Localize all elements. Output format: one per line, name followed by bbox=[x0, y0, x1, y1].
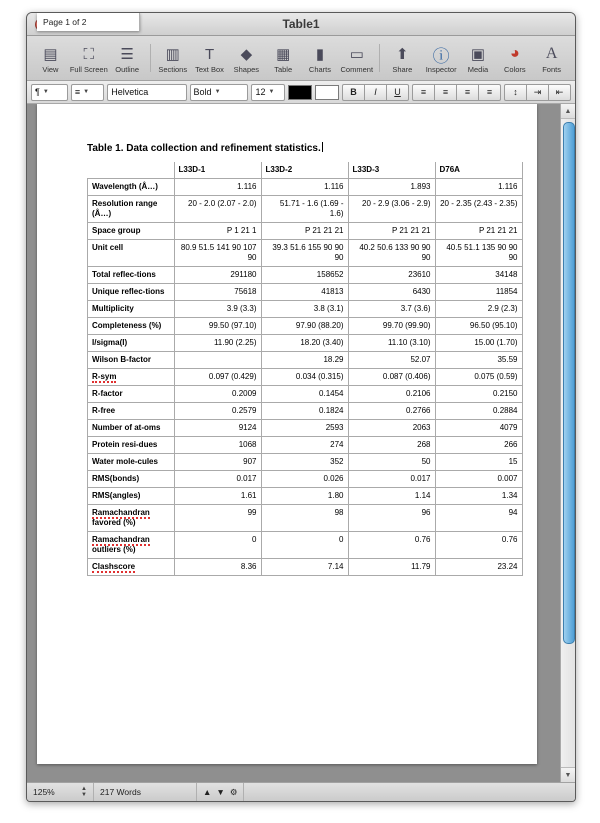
table-cell: 4079 bbox=[435, 420, 522, 437]
table-cell: 18.29 bbox=[261, 352, 348, 369]
table-row[interactable] bbox=[88, 386, 523, 403]
toolbar-button-colors[interactable] bbox=[497, 42, 532, 74]
toolbar-button-charts[interactable] bbox=[303, 42, 338, 74]
table-cell: 97.90 (88.20) bbox=[261, 318, 348, 335]
table-cell: 23.24 bbox=[435, 559, 522, 576]
toolbar-button-comment[interactable] bbox=[339, 42, 374, 74]
toolbar-separator bbox=[150, 44, 151, 72]
table-cell: 15.00 (1.70) bbox=[435, 335, 522, 352]
table-cell: 20 - 2.0 (2.07 - 2.0) bbox=[174, 196, 261, 223]
table-cell: 50 bbox=[348, 454, 435, 471]
table-header-cell: D76A bbox=[435, 162, 522, 179]
bold-button[interactable]: B bbox=[342, 84, 365, 101]
table-row-label: Ramachandran favored (%) bbox=[88, 505, 175, 532]
table-cell: 0.2884 bbox=[435, 403, 522, 420]
table-cell: 1.116 bbox=[261, 179, 348, 196]
table-row[interactable] bbox=[88, 369, 523, 386]
table-cell: 352 bbox=[261, 454, 348, 471]
table-row[interactable] bbox=[88, 223, 523, 240]
chevron-down-icon: ▼ bbox=[214, 89, 221, 95]
align-justify-button[interactable]: ≡ bbox=[479, 84, 501, 101]
page-indicator bbox=[37, 13, 140, 31]
table-cell: 3.9 (3.3) bbox=[174, 301, 261, 318]
word-count bbox=[94, 783, 197, 801]
inspector-icon: ⓘ bbox=[432, 46, 450, 66]
table-cell: 75618 bbox=[174, 284, 261, 301]
zoom-control[interactable] bbox=[27, 783, 94, 801]
comment-icon: ▭ bbox=[349, 46, 364, 63]
toolbar-button-shapes[interactable] bbox=[229, 42, 264, 74]
table-cell: 0 bbox=[261, 532, 348, 559]
page-scroll-region[interactable] bbox=[27, 104, 560, 782]
page-settings-icon[interactable]: ⚙ bbox=[229, 786, 238, 797]
table-row-label: R-free bbox=[88, 403, 175, 420]
align-center-button[interactable]: ≡ bbox=[435, 84, 457, 101]
table-row[interactable] bbox=[88, 335, 523, 352]
toolbar-label: Inspector bbox=[425, 65, 457, 74]
table-cell: 1.34 bbox=[435, 488, 522, 505]
toolbar-button-media[interactable] bbox=[461, 42, 496, 74]
table-row[interactable] bbox=[88, 284, 523, 301]
table-row-label: Ramachandran outliers (%) bbox=[88, 532, 175, 559]
toolbar-label: Media bbox=[467, 65, 489, 74]
toolbar-label: Charts bbox=[308, 65, 332, 74]
toolbar-button-share[interactable] bbox=[385, 42, 420, 74]
table-row[interactable] bbox=[88, 471, 523, 488]
underline-button[interactable]: U bbox=[387, 84, 409, 101]
toolbar-label: Share bbox=[392, 65, 413, 74]
table-row-label: RMS(bonds) bbox=[88, 471, 175, 488]
font-size-value: 12 bbox=[255, 87, 266, 97]
table-cell: P 21 21 21 bbox=[348, 223, 435, 240]
table-cell: 96.50 (95.10) bbox=[435, 318, 522, 335]
chevron-down-icon: ▼ bbox=[268, 89, 275, 95]
table-cell: 0.017 bbox=[174, 471, 261, 488]
table-row-label: Number of at-oms bbox=[88, 420, 175, 437]
alignment-group bbox=[412, 84, 501, 101]
document-page[interactable] bbox=[37, 104, 537, 764]
view-icon: ▤ bbox=[43, 46, 58, 63]
table-row[interactable] bbox=[88, 559, 523, 576]
font-style-value: Bold bbox=[193, 87, 212, 97]
zoom-value: 125% bbox=[33, 787, 55, 797]
table-cell: 0.087 (0.406) bbox=[348, 369, 435, 386]
table-cell: 34148 bbox=[435, 267, 522, 284]
table-row-label: Unit cell bbox=[88, 240, 175, 267]
toolbar-button-fonts[interactable] bbox=[534, 42, 569, 74]
table-row-label: Water mole-cules bbox=[88, 454, 175, 471]
table-cell: 20 - 2.35 (2.43 - 2.35) bbox=[435, 196, 522, 223]
table-cell: 15 bbox=[435, 454, 522, 471]
table-cell: P 21 21 21 bbox=[261, 223, 348, 240]
table-cell: 98 bbox=[261, 505, 348, 532]
table-cell: 1.116 bbox=[435, 179, 522, 196]
table-cell: 0.026 bbox=[261, 471, 348, 488]
text-color-swatch[interactable] bbox=[288, 85, 312, 100]
table-cell bbox=[174, 352, 261, 369]
table-cell: 40.2 50.6 133 90 90 90 bbox=[348, 240, 435, 267]
table-row-label: Wilson B-factor bbox=[88, 352, 175, 369]
table-header-cell: L33D-2 bbox=[261, 162, 348, 179]
table-cell: 1.80 bbox=[261, 488, 348, 505]
toolbar-label: View bbox=[42, 65, 59, 74]
table-cell: 274 bbox=[261, 437, 348, 454]
table-row[interactable] bbox=[88, 454, 523, 471]
table-cell: 3.7 (3.6) bbox=[348, 301, 435, 318]
table-row-label: R-sym bbox=[88, 369, 175, 386]
text-box-icon: T bbox=[204, 45, 215, 63]
font-family-dropdown[interactable] bbox=[107, 84, 186, 101]
table-row-label: I/sigma(I) bbox=[88, 335, 175, 352]
table-caption bbox=[87, 142, 323, 154]
page-prev-icon[interactable]: ▲ bbox=[203, 787, 212, 797]
toolbar-button-table[interactable] bbox=[266, 42, 301, 74]
table-cell: 6430 bbox=[348, 284, 435, 301]
table-cell: 0.2766 bbox=[348, 403, 435, 420]
table-cell: 94 bbox=[435, 505, 522, 532]
table-cell: 80.9 51.5 141 90 107 90 bbox=[174, 240, 261, 267]
table-row-label: Total reflec-tions bbox=[88, 267, 175, 284]
table-row-label: Wavelength (Å…) bbox=[88, 179, 175, 196]
toolbar-button-view[interactable] bbox=[33, 42, 68, 74]
table-cell: 268 bbox=[348, 437, 435, 454]
table-row[interactable] bbox=[88, 267, 523, 284]
align-left-button[interactable]: ≡ bbox=[412, 84, 435, 101]
toolbar-label: Comment bbox=[340, 65, 374, 74]
page-indicator-label: Page 1 of 2 bbox=[43, 17, 87, 27]
table-caption-text: Table 1. Data collection and refinement statistics. bbox=[87, 143, 321, 154]
italic-button[interactable]: I bbox=[365, 84, 387, 101]
vertical-scrollbar[interactable] bbox=[560, 104, 575, 782]
toolbar-label: Fonts bbox=[542, 65, 561, 74]
sections-icon: ▥ bbox=[165, 46, 180, 63]
window-title: Table1 bbox=[282, 17, 320, 31]
table-row-label: Clashscore bbox=[88, 559, 175, 576]
table-cell: 266 bbox=[435, 437, 522, 454]
toolbar-label: Table bbox=[274, 65, 293, 74]
list-style-value: ≡ bbox=[74, 87, 81, 97]
table-cell: P 1 21 1 bbox=[174, 223, 261, 240]
table-cell: 2593 bbox=[261, 420, 348, 437]
fill-color-swatch[interactable] bbox=[315, 85, 339, 100]
toolbar-label: Text Box bbox=[195, 65, 224, 74]
table-cell: 11.79 bbox=[348, 559, 435, 576]
table-row-label: RMS(angles) bbox=[88, 488, 175, 505]
table-cell: 0.034 (0.315) bbox=[261, 369, 348, 386]
table-cell: 52.07 bbox=[348, 352, 435, 369]
table-cell: 1.116 bbox=[174, 179, 261, 196]
document-area bbox=[27, 104, 575, 782]
table-cell: 0.1824 bbox=[261, 403, 348, 420]
table-row[interactable] bbox=[88, 179, 523, 196]
text-style-group bbox=[342, 84, 409, 101]
font-size-dropdown[interactable] bbox=[251, 84, 284, 101]
full-screen-icon: ⛶ bbox=[83, 45, 95, 63]
table-cell: 0 bbox=[174, 532, 261, 559]
table-cell: 0.2150 bbox=[435, 386, 522, 403]
toolbar-label: Colors bbox=[503, 65, 526, 74]
zoom-stepper-icon[interactable]: ▲ ▼ bbox=[81, 786, 87, 798]
fonts-icon: A bbox=[545, 45, 558, 62]
table-row[interactable] bbox=[88, 352, 523, 369]
table-cell: 0.017 bbox=[348, 471, 435, 488]
toolbar-label: Shapes bbox=[233, 65, 260, 74]
table-header-blank bbox=[88, 162, 175, 179]
outline-icon: ☰ bbox=[120, 46, 134, 63]
table-cell: 158652 bbox=[261, 267, 348, 284]
table-row-label: Resolution range (Å…) bbox=[88, 196, 175, 223]
table-cell: 0.2009 bbox=[174, 386, 261, 403]
font-style-dropdown[interactable] bbox=[190, 84, 249, 101]
table-row-label: R-factor bbox=[88, 386, 175, 403]
toolbar-label: Full Screen bbox=[69, 65, 108, 74]
table-cell: 23610 bbox=[348, 267, 435, 284]
table-cell: 1.14 bbox=[348, 488, 435, 505]
chevron-down-icon: ▼ bbox=[42, 89, 49, 95]
table-row-label: Unique reflec-tions bbox=[88, 284, 175, 301]
table-row[interactable] bbox=[88, 505, 523, 532]
word-count-label: 217 Words bbox=[100, 787, 141, 797]
table-cell: 2.9 (2.3) bbox=[435, 301, 522, 318]
table-row-label: Multiplicity bbox=[88, 301, 175, 318]
table-cell: 41813 bbox=[261, 284, 348, 301]
toolbar-separator bbox=[379, 44, 380, 72]
toolbar-button-full-screen[interactable] bbox=[70, 42, 108, 74]
table-cell: 35.59 bbox=[435, 352, 522, 369]
table-cell: 11854 bbox=[435, 284, 522, 301]
table-header-cell: L33D-3 bbox=[348, 162, 435, 179]
table-cell: 99 bbox=[174, 505, 261, 532]
table-cell: 1068 bbox=[174, 437, 261, 454]
charts-icon: ▮ bbox=[315, 46, 325, 63]
table-cell: 39.3 51.6 155 90 90 90 bbox=[261, 240, 348, 267]
table-cell: 291180 bbox=[174, 267, 261, 284]
table-row-label: Space group bbox=[88, 223, 175, 240]
chevron-down-icon: ▼ bbox=[83, 89, 90, 95]
scroll-up-arrow-icon[interactable]: ▲ bbox=[561, 104, 575, 119]
table-row-label: Completeness (%) bbox=[88, 318, 175, 335]
table-cell: 18.20 (3.40) bbox=[261, 335, 348, 352]
table-row[interactable] bbox=[88, 301, 523, 318]
table-cell: 0.76 bbox=[348, 532, 435, 559]
table-cell: 9124 bbox=[174, 420, 261, 437]
table-cell: 40.5 51.1 135 90 90 90 bbox=[435, 240, 522, 267]
table-cell: 7.14 bbox=[261, 559, 348, 576]
line-spacing-button[interactable]: ↕ bbox=[504, 84, 527, 101]
toolbar-button-inspector[interactable] bbox=[424, 42, 459, 74]
media-icon: ▣ bbox=[470, 46, 486, 63]
colors-icon: ◕ bbox=[509, 45, 520, 62]
table-cell: 3.8 (3.1) bbox=[261, 301, 348, 318]
table-cell: 2063 bbox=[348, 420, 435, 437]
table-cell: 0.76 bbox=[435, 532, 522, 559]
table-cell: 51.71 - 1.6 (1.69 - 1.6) bbox=[261, 196, 348, 223]
table-cell: 907 bbox=[174, 454, 261, 471]
table-row[interactable] bbox=[88, 488, 523, 505]
paragraph-style-value: ¶ bbox=[35, 87, 40, 97]
table-row[interactable] bbox=[88, 420, 523, 437]
spacing-group bbox=[504, 84, 571, 101]
table-row[interactable] bbox=[88, 532, 523, 559]
scrollbar-thumb[interactable] bbox=[563, 122, 575, 644]
table-cell: 99.70 (99.90) bbox=[348, 318, 435, 335]
table-header-row bbox=[88, 162, 523, 179]
table-cell: 20 - 2.9 (3.06 - 2.9) bbox=[348, 196, 435, 223]
table-cell: 1.893 bbox=[348, 179, 435, 196]
table-cell: 99.50 (97.10) bbox=[174, 318, 261, 335]
table-row[interactable] bbox=[88, 437, 523, 454]
table-cell: 96 bbox=[348, 505, 435, 532]
page-navigation[interactable] bbox=[197, 783, 244, 801]
table-row[interactable] bbox=[88, 318, 523, 335]
toolbar-button-sections[interactable] bbox=[155, 42, 190, 74]
statistics-table[interactable] bbox=[87, 162, 523, 576]
table-cell: 11.90 (2.25) bbox=[174, 335, 261, 352]
toolbar-button-text-box[interactable] bbox=[192, 42, 227, 74]
paragraph-style-dropdown[interactable] bbox=[31, 84, 68, 101]
table-row[interactable] bbox=[88, 240, 523, 267]
scroll-down-arrow-icon[interactable]: ▼ bbox=[561, 767, 575, 782]
table-cell: 0.007 bbox=[435, 471, 522, 488]
indent-decrease-button[interactable]: ⇤ bbox=[549, 84, 571, 101]
table-cell: 0.075 (0.59) bbox=[435, 369, 522, 386]
table-cell: 0.2579 bbox=[174, 403, 261, 420]
format-bar bbox=[27, 81, 575, 104]
shapes-icon: ◆ bbox=[240, 46, 253, 63]
table-cell: 0.1454 bbox=[261, 386, 348, 403]
table-cell: 1.61 bbox=[174, 488, 261, 505]
text-cursor bbox=[322, 142, 323, 152]
font-family-value: Helvetica bbox=[111, 87, 149, 97]
table-row[interactable] bbox=[88, 403, 523, 420]
toolbar-label: Sections bbox=[158, 65, 188, 74]
toolbar-button-outline[interactable] bbox=[110, 42, 145, 74]
page-next-icon[interactable]: ▼ bbox=[216, 787, 225, 797]
align-right-button[interactable]: ≡ bbox=[457, 84, 479, 101]
table-cell: P 21 21 21 bbox=[435, 223, 522, 240]
toolbar-label: Outline bbox=[115, 65, 140, 74]
table-icon: ▦ bbox=[276, 46, 291, 63]
table-row[interactable] bbox=[88, 196, 523, 223]
table-cell: 0.097 (0.429) bbox=[174, 369, 261, 386]
table-header-cell: L33D-1 bbox=[174, 162, 261, 179]
table-cell: 8.36 bbox=[174, 559, 261, 576]
application-window bbox=[26, 12, 576, 802]
indent-increase-button[interactable]: ⇥ bbox=[527, 84, 549, 101]
list-style-dropdown[interactable] bbox=[71, 84, 104, 101]
share-icon: ⬆ bbox=[396, 46, 409, 63]
table-cell: 0.2106 bbox=[348, 386, 435, 403]
table-row-label: Protein resi-dues bbox=[88, 437, 175, 454]
main-toolbar bbox=[27, 36, 575, 81]
table-cell: 11.10 (3.10) bbox=[348, 335, 435, 352]
